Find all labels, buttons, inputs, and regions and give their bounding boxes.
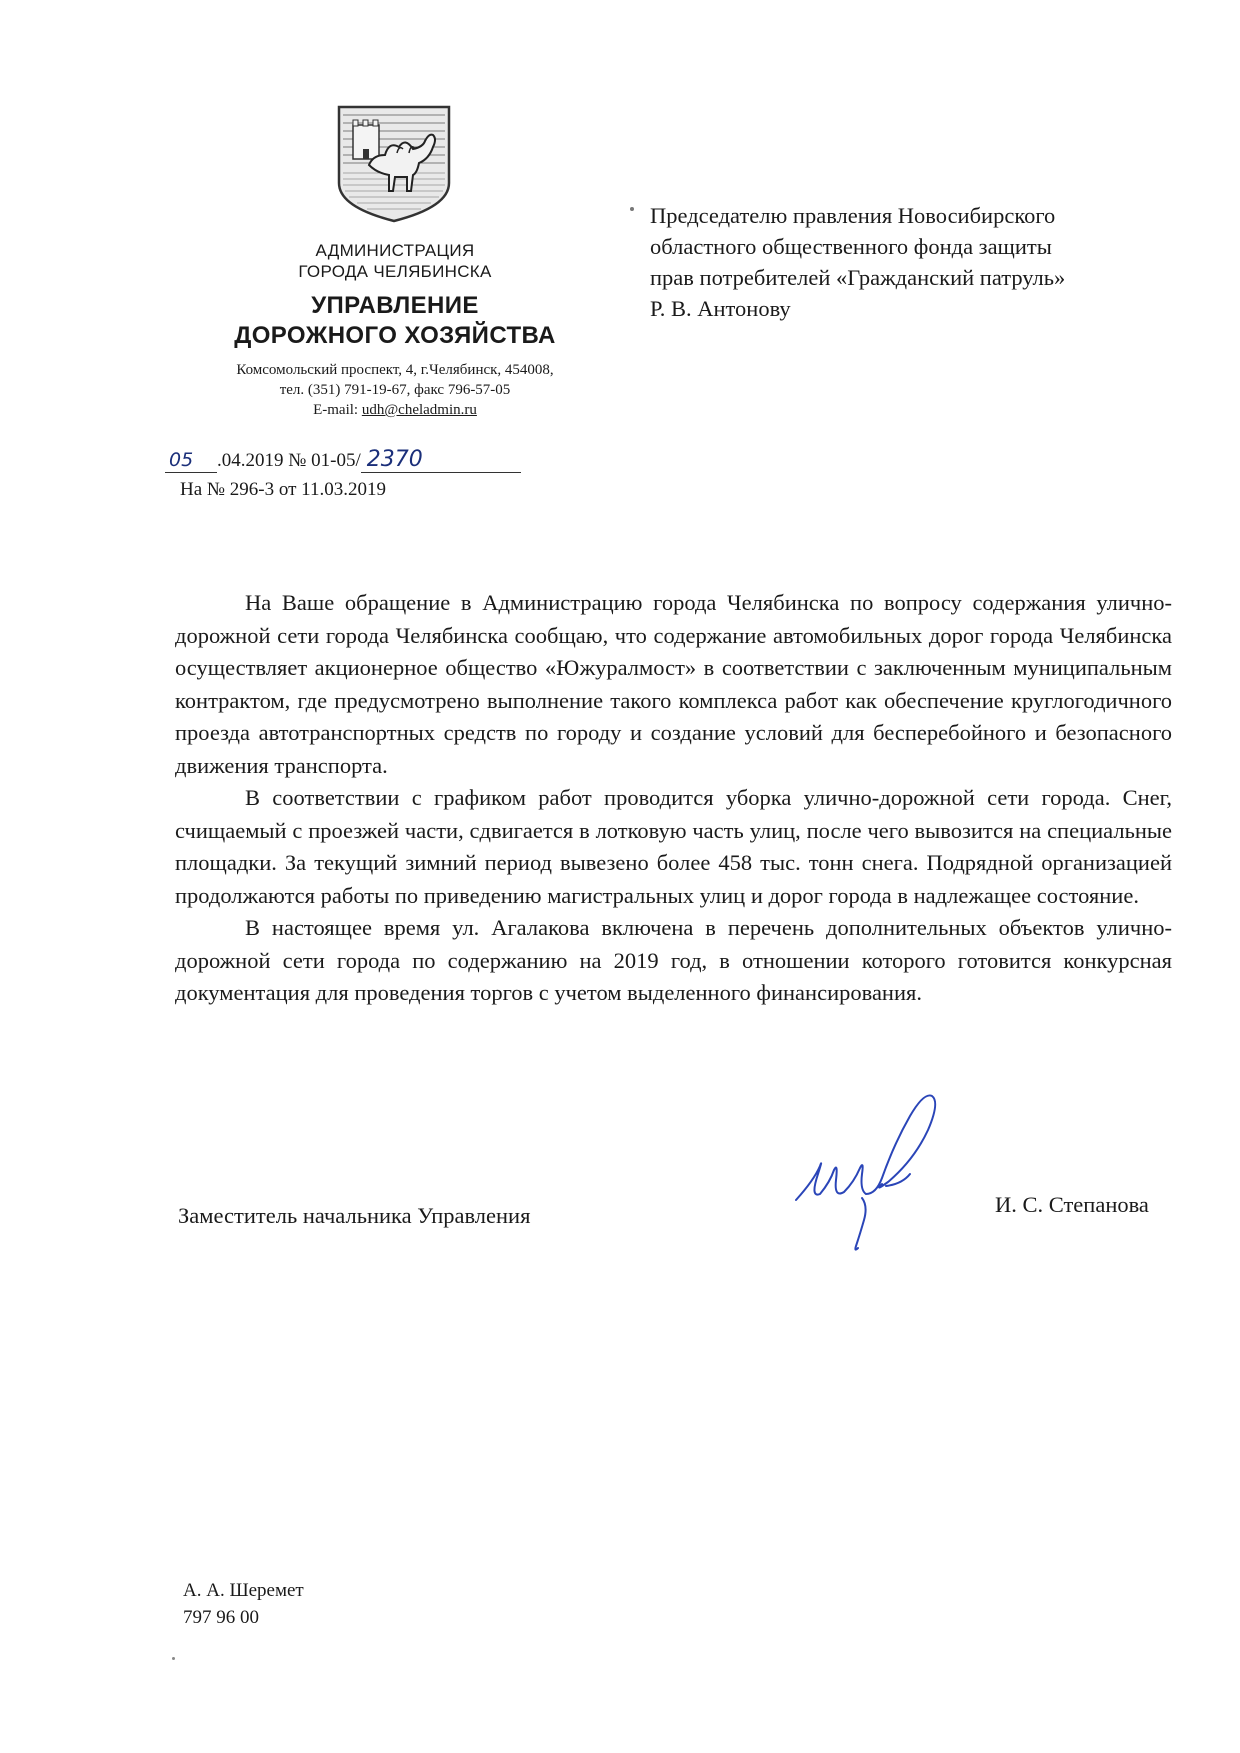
handwritten-number: 2370 xyxy=(361,448,521,473)
handwritten-signature xyxy=(790,1082,960,1282)
executor-phone: 797 96 00 xyxy=(183,1607,259,1628)
executor-block xyxy=(183,1577,304,1631)
org-email-row xyxy=(170,400,620,420)
signatory-title: Заместитель начальника Управления xyxy=(178,1203,531,1228)
reference-line: На № 296-3 от 11.03.2019 xyxy=(180,479,386,500)
dept-line-1: УПРАВЛЕНИЕ xyxy=(311,292,479,319)
registration-date: .04.2019 № 01-05/ xyxy=(217,450,361,471)
addressee-line-1: Председателю правления Новосибирского xyxy=(650,203,1056,228)
letter-body xyxy=(175,587,1172,1010)
addressee-line-2: областного общественного фонда защиты xyxy=(650,234,1052,259)
signatory-name: И. С. Степанова xyxy=(995,1192,1149,1217)
admin-line-2: ГОРОДА ЧЕЛЯБИНСКА xyxy=(298,262,492,281)
admin-line-1: АДМИНИСТРАЦИЯ xyxy=(315,241,475,260)
executor-name: А. А. Шеремет xyxy=(183,1580,304,1601)
body-paragraph-3: В настоящее время ул. Агалакова включена в перечень дополнительных объектов улично-дорожной сети города по содержанию на 2019 год, в отношении которого готовится конкурсная документация для проведения торгов с учетом выделенного финансирования. xyxy=(175,915,1172,1005)
addressee-line-4: Р. В. Антонову xyxy=(650,296,791,321)
addressee-line-3: прав потребителей «Гражданский патруль» xyxy=(650,265,1066,290)
letterhead-admin xyxy=(245,240,545,282)
scan-dot xyxy=(630,207,634,211)
scan-speck xyxy=(172,1657,175,1660)
email-label: E-mail: xyxy=(313,402,359,418)
dept-line-2: ДОРОЖНОГО ХОЗЯЙСТВА xyxy=(234,322,556,349)
email-link[interactable]: udh@cheladmin.ru xyxy=(361,402,477,418)
org-address: Комсомольский проспект, 4, г.Челябинск, 454008, xyxy=(236,362,554,378)
handwritten-day: 05 xyxy=(165,448,217,473)
chelyabinsk-coat-of-arms-icon xyxy=(333,103,455,225)
body-paragraph-2: В соответствии с графиком работ проводится уборка улично-дорожной сети города. Снег, счищаемый с проезжей части, сдвигается в лотковую часть улиц, после чего вывозится на специальные площадки. За текущий зимний период вывезено более 458 тыс. тонн снега. Подрядной организацией продолжаются работы по приведению магистральных улиц и дорог города в надлежащее состояние. xyxy=(175,785,1172,908)
body-paragraph-1: На Ваше обращение в Администрацию города Челябинска по вопросу содержания улично-дорожной сети города Челябинска сообщаю, что содержание автомобильных дорог города Челябинска осуществляет акционерное общество «Южуралмост» в соответствии с заключенным муниципальным контрактом, где предусмотрено выполнение такого комплекса работ как обеспечение круглогодичного проезда автотранспортных средств по городу и создание условий для бесперебойного и безопасного движения транспорта. xyxy=(175,590,1172,778)
org-phone: тел. (351) 791-19-67, факс 796-57-05 xyxy=(279,382,511,398)
letterhead-department xyxy=(180,291,610,351)
registration-line xyxy=(165,448,521,473)
addressee-block xyxy=(650,200,1210,324)
letterhead-contacts xyxy=(170,360,620,420)
